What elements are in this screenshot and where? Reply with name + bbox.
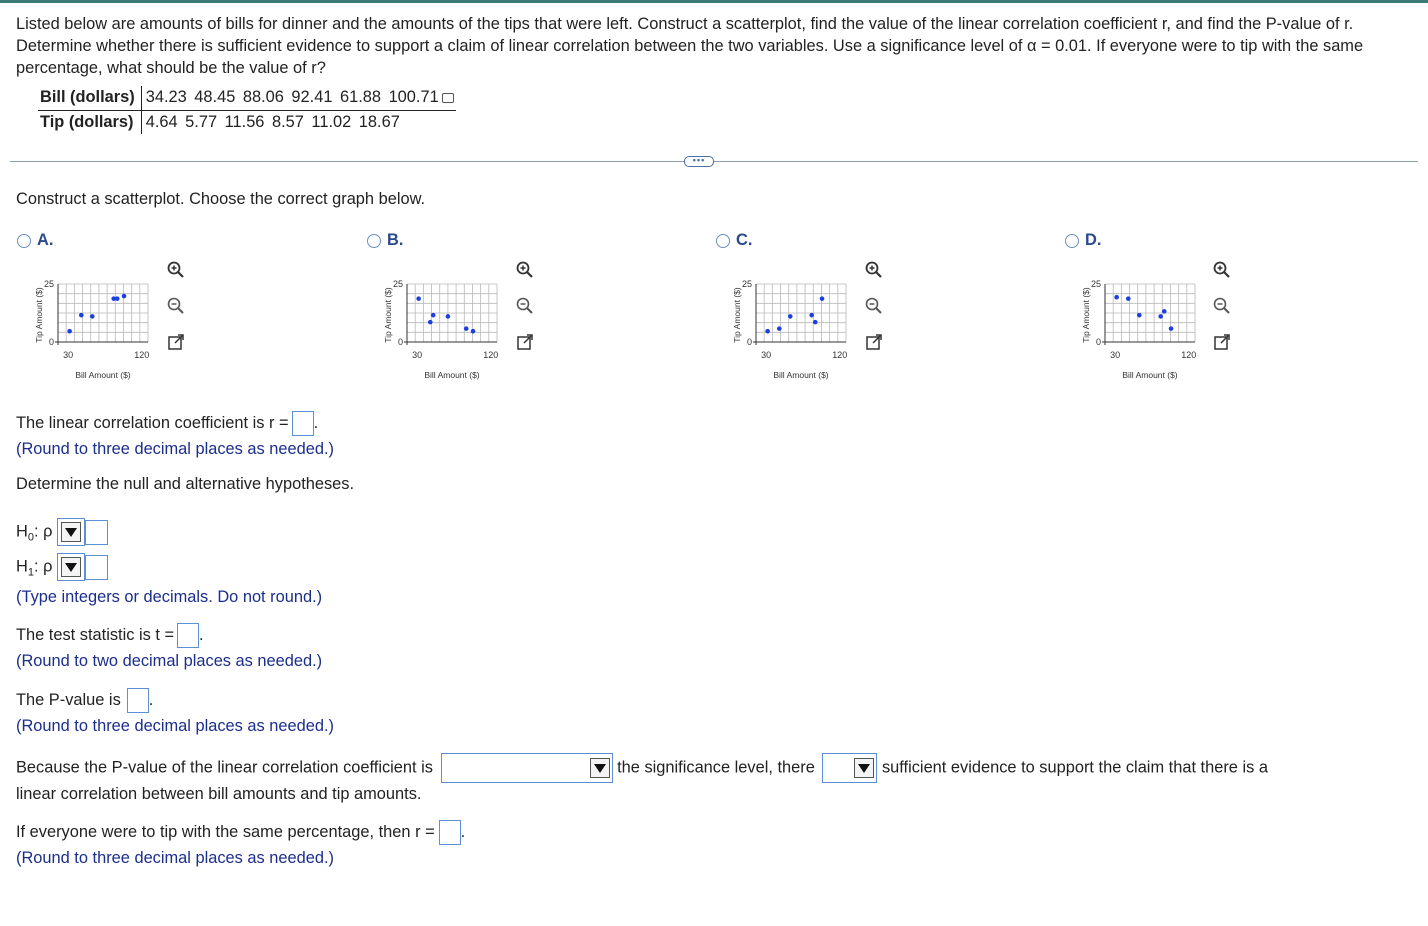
h0-rho: : ρ <box>33 522 53 541</box>
data-point <box>788 314 793 319</box>
open-external-icon[interactable] <box>166 332 186 352</box>
grid <box>58 284 148 342</box>
x-tick-right: 120 <box>832 350 848 360</box>
data-point <box>90 314 95 319</box>
radio-a[interactable] <box>17 234 31 248</box>
y-axis-label: Tip Amount ($) <box>383 287 393 343</box>
data-point <box>464 326 469 331</box>
grid <box>1105 284 1195 342</box>
x-tick-left: 30 <box>761 350 772 360</box>
option-c[interactable]: C. <box>716 231 752 250</box>
conclusion-part4: linear correlation between bill amounts and tip amounts. <box>16 785 422 803</box>
zoom-out-icon[interactable] <box>1212 296 1232 316</box>
x-tick-left: 30 <box>63 350 74 360</box>
scatterplot-b <box>379 270 509 388</box>
h0-label: H <box>16 522 28 541</box>
graph-tools-d <box>1212 260 1236 368</box>
h0-value-input[interactable] <box>85 520 108 545</box>
conclusion-part3: sufficient evidence to support the claim that there is a <box>881 758 1268 777</box>
data-point <box>446 314 451 319</box>
section-divider <box>10 161 1418 162</box>
x-axis-label: Bill Amount ($) <box>75 370 131 380</box>
y-tick-bottom: 0 <box>1095 337 1101 347</box>
chevron-down-icon <box>61 557 81 577</box>
conclusion-row <box>16 753 1268 783</box>
scatterplot-a <box>30 270 160 388</box>
x-tick-right: 120 <box>1181 350 1197 360</box>
data-point <box>813 320 818 325</box>
data-point <box>428 320 433 325</box>
zoom-out-icon[interactable] <box>515 296 535 316</box>
open-external-icon[interactable] <box>864 332 884 352</box>
graph-tools-c <box>864 260 888 368</box>
data-point <box>1137 313 1142 318</box>
data-point <box>115 296 120 301</box>
data-table <box>38 86 456 134</box>
radio-b[interactable] <box>367 234 381 248</box>
p-question: The P-value is . <box>16 687 153 713</box>
bill-values: 34.23 48.45 88.06 92.41 61.88 100.71 <box>141 86 456 110</box>
zoom-in-icon[interactable] <box>864 260 884 280</box>
evidence-select[interactable] <box>822 753 877 783</box>
hypotheses-hint: (Type integers or decimals. Do not round.) <box>16 588 323 606</box>
data-point <box>122 294 127 299</box>
h1-label: H <box>16 557 28 576</box>
data-point <box>67 329 72 334</box>
conclusion-part1: Because the P-value of the linear correlation coefficient is <box>16 758 433 777</box>
y-tick-bottom: 0 <box>746 337 752 347</box>
radio-c[interactable] <box>716 234 730 248</box>
copy-data-icon[interactable] <box>442 93 454 103</box>
zoom-out-icon[interactable] <box>166 296 186 316</box>
x-tick-left: 30 <box>412 350 423 360</box>
h0-operator-select[interactable] <box>57 518 85 546</box>
data-point <box>79 313 84 318</box>
r-input[interactable] <box>292 411 314 436</box>
h1-operator-select[interactable] <box>57 553 85 581</box>
t-prefix: The test statistic is t = <box>16 626 175 644</box>
radio-d[interactable] <box>1065 234 1079 248</box>
data-point <box>1114 295 1119 300</box>
same-pct-input[interactable] <box>439 820 461 845</box>
h1-sub: 1 <box>27 566 34 579</box>
data-point <box>809 313 814 318</box>
x-axis-label: Bill Amount ($) <box>1122 370 1178 380</box>
x-tick-right: 120 <box>483 350 499 360</box>
data-point <box>765 329 770 334</box>
data-point <box>1162 309 1167 314</box>
grid <box>407 284 497 342</box>
data-point <box>1126 296 1131 301</box>
y-tick-top: 25 <box>43 279 54 289</box>
h1-value-input[interactable] <box>85 555 108 580</box>
top-accent-bar <box>0 0 1428 3</box>
r-prefix: The linear correlation coefficient is r = <box>16 414 289 432</box>
question-text: Listed below are amounts of bills for dinner and the amounts of the tips that were left. Construct a scatterplot, find the value of the linear correlation coefficient r, and find the P-value of r. Determine whether there is sufficient evidence to support a claim of linear correlation between the two variables. Use a significance level of α = 0.01. If everyone were to tip with the same percentage, what should be the value of r? <box>16 15 1364 77</box>
x-axis-label: Bill Amount ($) <box>773 370 829 380</box>
x-tick-left: 30 <box>1110 350 1121 360</box>
scatterplot-c <box>728 270 858 388</box>
r-question: The linear correlation coefficient is r = . <box>16 410 318 436</box>
y-axis-label: Tip Amount ($) <box>732 287 742 343</box>
tip-values: 4.64 5.77 11.56 8.57 11.02 18.67 <box>145 112 400 131</box>
data-point <box>777 326 782 331</box>
h0-sub: 0 <box>27 531 34 544</box>
r-hint: (Round to three decimal places as needed.) <box>16 440 334 458</box>
h1-rho: : ρ <box>33 557 53 576</box>
data-point <box>431 313 436 318</box>
data-point <box>1158 314 1163 319</box>
p-hint: (Round to three decimal places as needed.) <box>16 717 334 735</box>
y-tick-top: 25 <box>1090 279 1101 289</box>
option-d[interactable]: D. <box>1065 231 1101 250</box>
scatter-prompt: Construct a scatterplot. Choose the correct graph below. <box>16 190 426 208</box>
scatterplot-d <box>1077 270 1207 388</box>
y-tick-top: 25 <box>741 279 752 289</box>
data-point <box>416 296 421 301</box>
same-pct-prefix: If everyone were to tip with the same percentage, then r = <box>16 823 435 841</box>
zoom-out-icon[interactable] <box>864 296 884 316</box>
zoom-in-icon[interactable] <box>166 260 186 280</box>
data-point <box>1169 326 1174 331</box>
chevron-down-icon <box>854 758 874 778</box>
h0-row <box>16 518 108 550</box>
option-b[interactable]: B. <box>367 231 403 250</box>
grid <box>756 284 846 342</box>
p-input[interactable] <box>127 688 149 713</box>
pvalue-comparison-select[interactable] <box>441 753 613 783</box>
hypotheses-prompt: Determine the null and alternative hypotheses. <box>16 475 355 493</box>
y-axis-label: Tip Amount ($) <box>1081 287 1091 343</box>
graph-tools-b <box>515 260 539 368</box>
bill-label: Bill (dollars) <box>38 86 141 110</box>
y-tick-bottom: 0 <box>48 337 54 347</box>
option-a[interactable]: A. <box>17 231 53 250</box>
conclusion-part2: the significance level, there <box>617 758 815 777</box>
h1-row <box>16 553 108 585</box>
t-input[interactable] <box>177 623 199 648</box>
t-question: The test statistic is t = . <box>16 622 204 648</box>
x-tick-right: 120 <box>134 350 150 360</box>
y-tick-top: 25 <box>392 279 403 289</box>
same-pct-hint: (Round to three decimal places as needed.) <box>16 849 334 867</box>
y-tick-bottom: 0 <box>397 337 403 347</box>
zoom-in-icon[interactable] <box>515 260 535 280</box>
y-axis-label: Tip Amount ($) <box>34 287 44 343</box>
p-prefix: The P-value is <box>16 691 121 709</box>
chevron-down-icon <box>61 522 81 542</box>
data-point <box>820 296 825 301</box>
expand-dots-button[interactable]: ••• <box>684 156 714 167</box>
same-pct-question: If everyone were to tip with the same percentage, then r = . <box>16 819 465 845</box>
graph-tools-a <box>166 260 190 368</box>
data-point <box>471 329 476 334</box>
open-external-icon[interactable] <box>1212 332 1232 352</box>
open-external-icon[interactable] <box>515 332 535 352</box>
x-axis-label: Bill Amount ($) <box>424 370 480 380</box>
tip-label: Tip (dollars) <box>38 110 141 134</box>
chevron-down-icon <box>590 758 610 778</box>
t-hint: (Round to two decimal places as needed.) <box>16 652 323 670</box>
zoom-in-icon[interactable] <box>1212 260 1232 280</box>
